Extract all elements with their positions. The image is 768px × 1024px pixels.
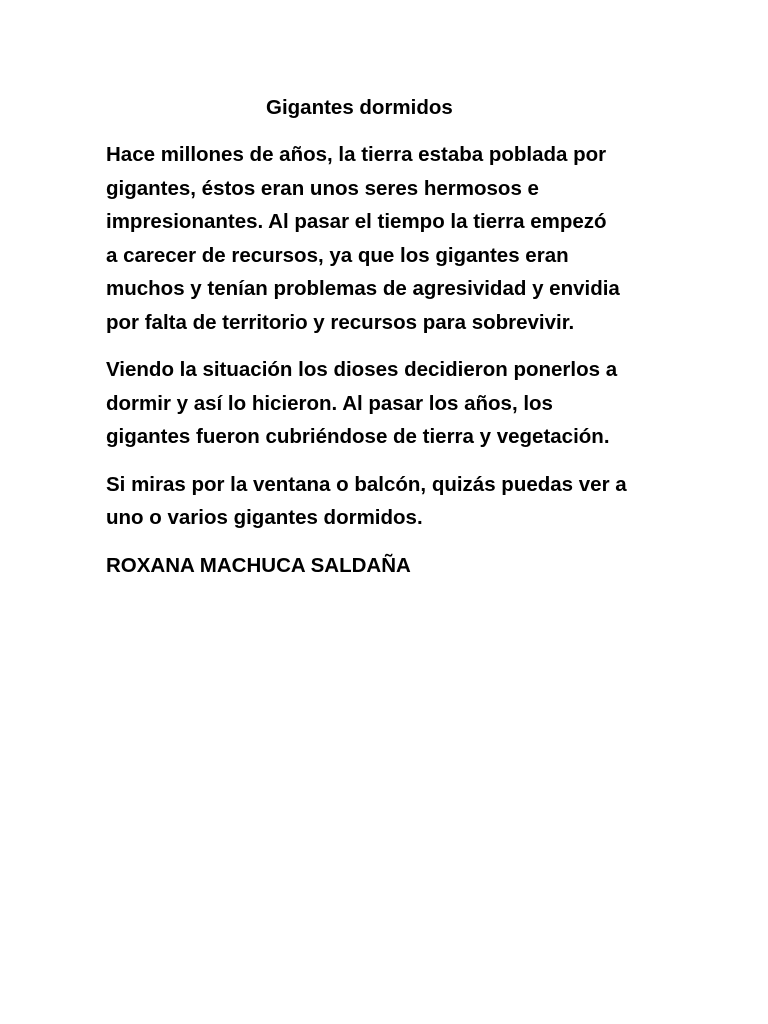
paragraph-3 — [106, 468, 706, 535]
paragraph-line: impresionantes. Al pasar el tiempo la tierra empezó — [106, 210, 607, 233]
author-name: ROXANA MACHUCA SALDAÑA — [106, 553, 411, 577]
paragraph-line: muchos y tenían problemas de agresividad y envidia — [106, 277, 620, 300]
document-body — [106, 138, 706, 596]
paragraph-line: dormir y así lo hicieron. Al pasar los años, los — [106, 391, 553, 415]
document-title: Gigantes dormidos — [266, 96, 453, 119]
paragraph-line: uno o varios gigantes dormidos. — [106, 506, 423, 529]
paragraph-line: Si miras por la ventana o balcón, quizás puedas ver a — [106, 472, 627, 496]
paragraph-2 — [106, 353, 706, 454]
paragraph-line: a carecer de recursos, ya que los gigantes eran — [106, 243, 569, 267]
paragraph-1 — [106, 138, 706, 339]
paragraph-line: Viendo la situación los dioses decidieron ponerlos a — [106, 358, 618, 381]
paragraph-line: Hace millones de años, la tierra estaba poblada por — [106, 143, 607, 166]
paragraph-line: gigantes, éstos eran unos seres hermosos e — [106, 176, 539, 200]
paragraph-line: por falta de territorio y recursos para sobrevivir. — [106, 310, 575, 334]
paragraph-line: gigantes fueron cubriéndose de tierra y vegetación. — [106, 425, 610, 448]
